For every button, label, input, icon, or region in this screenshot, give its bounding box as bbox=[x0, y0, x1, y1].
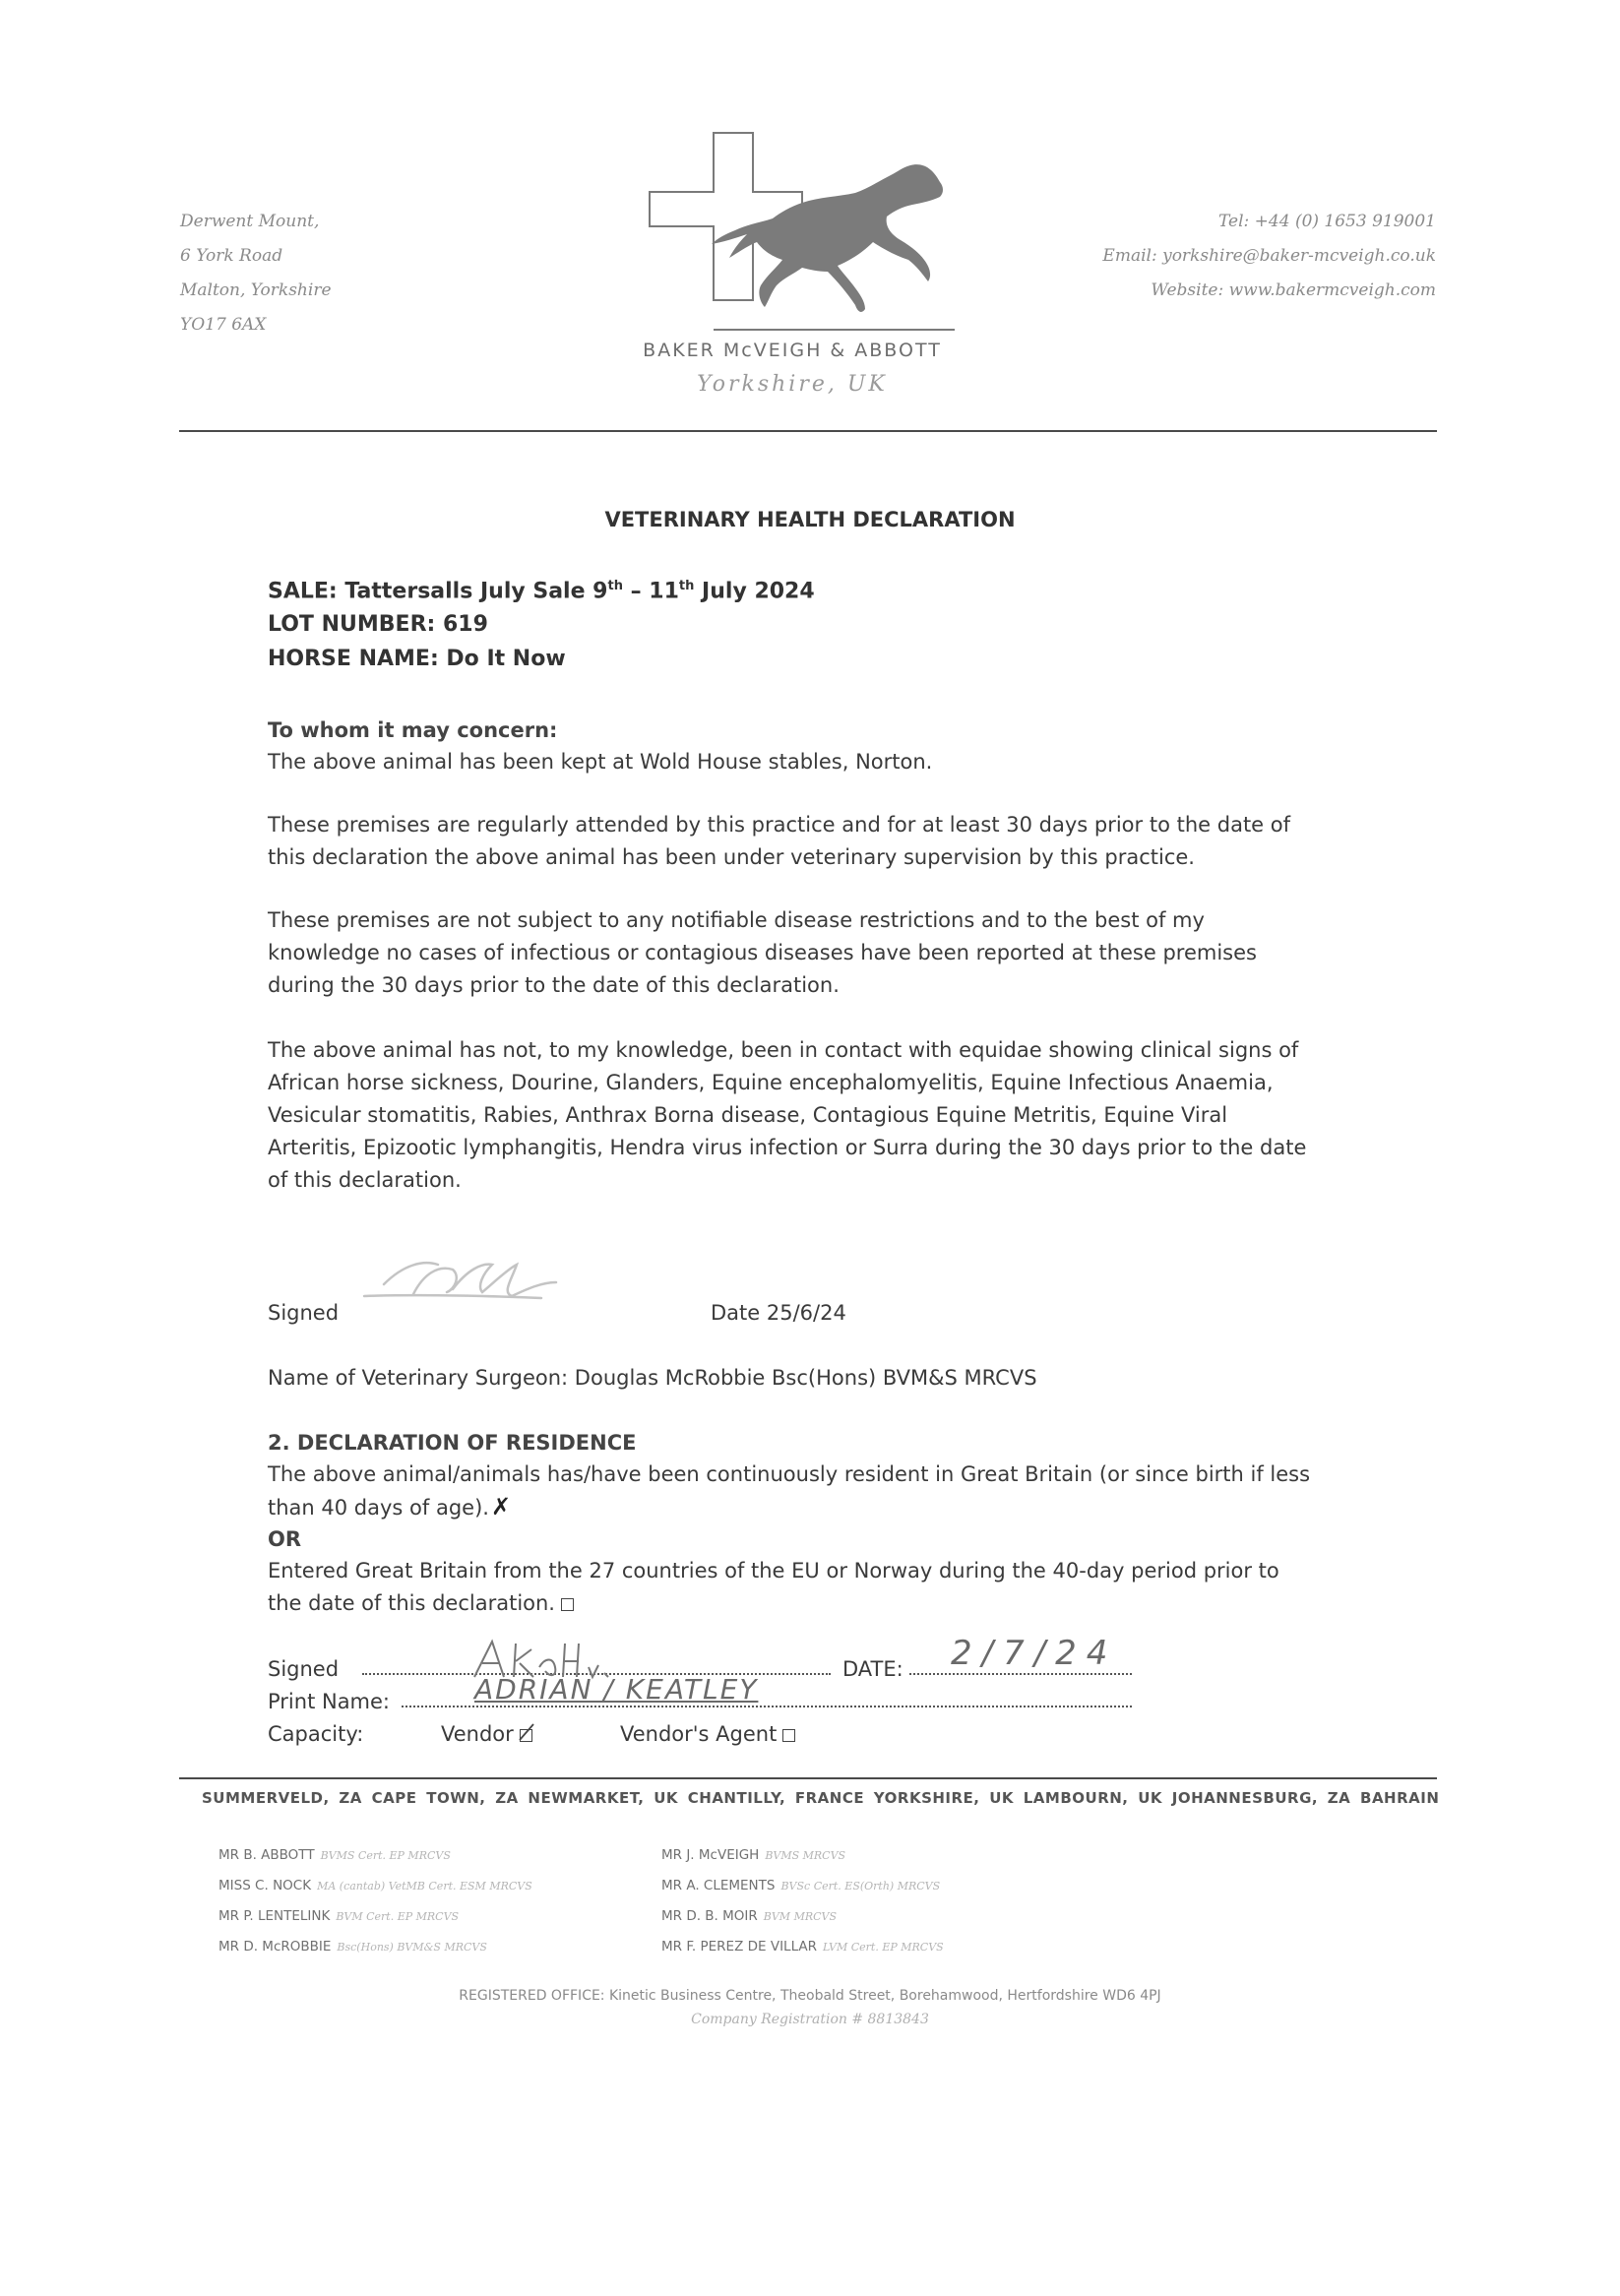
vet-signature bbox=[344, 1245, 571, 1314]
address-line: Malton, Yorkshire bbox=[180, 280, 332, 300]
text-line: during the 30 days prior to the date of this declaration. bbox=[268, 973, 840, 997]
capacity-vendor bbox=[441, 1718, 532, 1751]
text-line: Vesicular stomatitis, Rabies, Anthrax Borna disease, Contagious Equine Metritis, Equine Viral bbox=[268, 1103, 1228, 1127]
residence-date-value: 2/7/24 bbox=[951, 1634, 1118, 1673]
contact-email: Email: yorkshire@baker-mcveigh.co.uk bbox=[1102, 246, 1436, 266]
residence-or: OR bbox=[268, 1527, 302, 1551]
staff-quals: LVM Cert. EP MRCVS bbox=[823, 1941, 944, 1954]
vet-name: Name of Veterinary Surgeon: Douglas McRobbie Bsc(Hons) BVM&S MRCVS bbox=[268, 1366, 1037, 1390]
paragraph-restrictions bbox=[268, 904, 1360, 1002]
text-line: These premises are regularly attended by this practice and for at least 30 days prior to the date of bbox=[268, 813, 1291, 837]
footer-divider bbox=[179, 1777, 1437, 1779]
text-line: Entered Great Britain from the 27 countries of the EU or Norway during the 40-day period prior to bbox=[268, 1559, 1279, 1582]
paragraph-supervision bbox=[268, 809, 1360, 874]
text-line: Arteritis, Epizootic lymphangitis, Hendra virus infection or Surra during the 30 days prior to the date bbox=[268, 1136, 1307, 1159]
header-divider bbox=[179, 430, 1437, 432]
staff-name: MR A. CLEMENTS bbox=[661, 1878, 776, 1893]
staff-member bbox=[218, 1871, 532, 1901]
contact-website: Website: www.bakermcveigh.com bbox=[1151, 280, 1436, 300]
staff-member bbox=[218, 1840, 532, 1871]
paragraph-stables: The above animal has been kept at Wold House stables, Norton. bbox=[268, 750, 933, 774]
practice-address bbox=[180, 205, 332, 342]
vet-date: Date 25/6/24 bbox=[711, 1301, 846, 1325]
residence-date-label: DATE: bbox=[842, 1657, 903, 1681]
lot-number: LOT NUMBER: 619 bbox=[268, 612, 488, 637]
staff-quals: BVMS Cert. EP MRCVS bbox=[320, 1849, 451, 1862]
sale-sup: th bbox=[678, 579, 695, 593]
vet-signed-label: Signed bbox=[268, 1301, 340, 1325]
registered-office: REGISTERED OFFICE: Kinetic Business Centre, Theobald Street, Borehamwood, Hertfordshire WD6 4PJ bbox=[459, 1988, 1161, 2004]
staff-quals: BVM Cert. EP MRCVS bbox=[336, 1910, 460, 1923]
vendor-agent-label: Vendor's Agent bbox=[620, 1722, 778, 1746]
staff-list-left bbox=[218, 1840, 532, 1962]
staff-name: MR J. McVEIGH bbox=[661, 1847, 760, 1863]
staff-member bbox=[218, 1932, 532, 1962]
staff-name: MISS C. NOCK bbox=[218, 1878, 312, 1893]
firm-location: Yorkshire, UK bbox=[697, 372, 888, 397]
print-name-label: Print Name: bbox=[268, 1690, 391, 1713]
text-line: The above animal/animals has/have been continuously resident in Great Britain (or since birth if less bbox=[268, 1462, 1311, 1486]
address-line: Derwent Mount, bbox=[180, 212, 320, 231]
vendor-checkbox[interactable] bbox=[520, 1729, 532, 1742]
staff-name: MR F. PEREZ DE VILLAR bbox=[661, 1939, 818, 1955]
office-locations: SUMMERVELD, ZA CAPE TOWN, ZA NEWMARKET, UK CHANTILLY, FRANCE YORKSHIRE, UK LAMBOURN, UK JOHANNESBURG, ZA BAHRAIN bbox=[202, 1789, 1440, 1807]
text-line: this declaration the above animal has been under veterinary supervision by this practice. bbox=[268, 845, 1195, 869]
vendor-tick-icon bbox=[518, 1722, 535, 1744]
residence-option-2 bbox=[268, 1555, 1360, 1620]
staff-member bbox=[661, 1932, 944, 1962]
capacity-vendor-agent bbox=[620, 1718, 795, 1751]
residence-date-line bbox=[909, 1673, 1132, 1675]
capacity-label: Capacity: bbox=[268, 1722, 364, 1746]
text-line: the date of this declaration. bbox=[268, 1591, 555, 1615]
sale-sup: th bbox=[607, 579, 623, 593]
company-registration: Company Registration # 8813843 bbox=[691, 2012, 929, 2027]
staff-quals: BVSc Cert. ES(Orth) MRCVS bbox=[780, 1880, 941, 1893]
staff-member bbox=[661, 1840, 944, 1871]
text-line: of this declaration. bbox=[268, 1168, 462, 1192]
staff-name: MR D. McROBBIE bbox=[218, 1939, 332, 1955]
text-line: than 40 days of age). bbox=[268, 1496, 489, 1520]
staff-name: MR P. LENTELINK bbox=[218, 1908, 331, 1924]
residence-heading: 2. DECLARATION OF RESIDENCE bbox=[268, 1431, 637, 1455]
staff-list-right bbox=[661, 1840, 944, 1962]
paragraph-diseases bbox=[268, 1034, 1360, 1197]
horse-name: HORSE NAME: Do It Now bbox=[268, 647, 566, 671]
staff-name: MR D. B. MOIR bbox=[661, 1908, 758, 1924]
staff-member bbox=[218, 1901, 532, 1932]
staff-member bbox=[661, 1901, 944, 1932]
text-line: knowledge no cases of infectious or contagious diseases have been reported at these premises bbox=[268, 941, 1257, 964]
sale-text: – 11 bbox=[622, 579, 679, 604]
text-line: The above animal has not, to my knowledge, been in contact with equidae showing clinical signs of bbox=[268, 1038, 1299, 1062]
document-title: VETERINARY HEALTH DECLARATION bbox=[604, 508, 1016, 531]
staff-quals: BVM MRCVS bbox=[763, 1910, 838, 1923]
firm-name: BAKER McVEIGH & ABBOTT bbox=[643, 340, 942, 361]
staff-member bbox=[661, 1871, 944, 1901]
text-line: These premises are not subject to any notifiable disease restrictions and to the best of my bbox=[268, 908, 1205, 932]
address-line: 6 York Road bbox=[180, 246, 283, 266]
sale-text: SALE: Tattersalls July Sale 9 bbox=[268, 579, 608, 604]
option-2-checkbox[interactable] bbox=[561, 1598, 574, 1611]
print-name-value: ADRIAN / KEATLEY bbox=[474, 1673, 759, 1706]
staff-name: MR B. ABBOTT bbox=[218, 1847, 315, 1863]
residence-option-1 bbox=[268, 1458, 1360, 1524]
contact-phone: Tel: +44 (0) 1653 919001 bbox=[1218, 212, 1436, 231]
vendor-agent-checkbox[interactable] bbox=[782, 1729, 795, 1742]
staff-quals: MA (cantab) VetMB Cert. ESM MRCVS bbox=[317, 1880, 532, 1893]
sale-text: July 2024 bbox=[694, 579, 815, 604]
practice-contact bbox=[1102, 205, 1436, 308]
print-name-line bbox=[402, 1706, 1132, 1707]
staff-quals: BVMS MRCVS bbox=[765, 1849, 846, 1862]
salutation: To whom it may concern: bbox=[268, 718, 558, 742]
address-line: YO17 6AX bbox=[180, 315, 267, 335]
text-line bbox=[268, 1587, 1360, 1620]
residence-signed-label: Signed bbox=[268, 1657, 340, 1681]
sale-line bbox=[268, 579, 815, 603]
option-1-mark: ✗ bbox=[490, 1493, 512, 1520]
text-line: African horse sickness, Dourine, Glanders, Equine encephalomyelitis, Equine Infectious Anaemia, bbox=[268, 1071, 1274, 1094]
practice-logo bbox=[645, 128, 960, 335]
vendor-label: Vendor bbox=[441, 1722, 514, 1746]
horse-icon bbox=[712, 164, 943, 312]
text-line bbox=[268, 1491, 1360, 1524]
staff-quals: Bsc(Hons) BVM&S MRCVS bbox=[337, 1941, 487, 1954]
